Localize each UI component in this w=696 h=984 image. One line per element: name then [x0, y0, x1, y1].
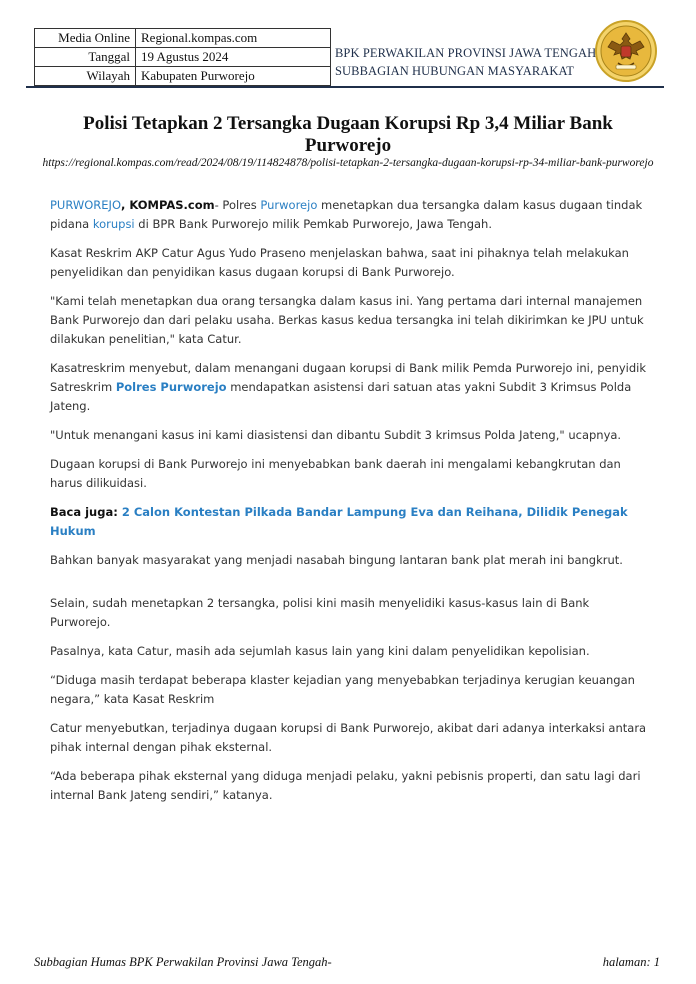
media-info-row [35, 29, 331, 48]
organization-name: BPK PERWAKILAN PROVINSI JAWA TENGAH [335, 46, 597, 60]
article-paragraph: "Untuk menangani kasus ini kami diasistensi dan dibantu Subdit 3 krimsus Polda Jateng," ucapnya. [50, 428, 622, 442]
article-paragraph: “Ada beberapa pihak eksternal yang diduga menjadi pelaku, yakni pebisnis properti, dan satu lagi dari internal Bank Jateng sendiri,” katanya. [50, 769, 641, 802]
article-paragraph: Kasatreskrim menyebut, dalam menangani dugaan korupsi di Bank milik Pemda Purworejo ini, penyidik Satreskrim Polres Purworejo mendapatkan asistensi dari satuan atas yakni Subdit 3 Krimsus Polda Jateng. [50, 361, 647, 413]
article-url: https://regional.kompas.com/read/2024/08/19/114824878/polisi-tetapkan-2-tersangka-dugaan-korupsi-rp-34-miliar-bank-purworejo [42, 157, 654, 169]
media-info-row [35, 67, 331, 86]
article-paragraph: “Diduga masih terdapat beberapa klaster kejadian yang menyebabkan terjadinya kerugian keuangan negara,” kata Kasat Reskrim [50, 673, 635, 706]
related-article [50, 503, 650, 541]
article-body [50, 196, 650, 815]
article-paragraph: Kasat Reskrim AKP Catur Agus Yudo Praseno menjelaskan bahwa, saat ini pihaknya telah melakukan penyelidikan dan penyidikan kasus dugaan korupsi di Bank Purworejo. [50, 246, 629, 279]
tag-link-polres-purworejo[interactable]: Polres Purworejo [115, 380, 227, 394]
organization-header [335, 44, 596, 80]
media-info-key: Media Online [35, 29, 136, 48]
media-info-value: 19 Agustus 2024 [136, 48, 331, 67]
media-info-table [34, 28, 331, 86]
article-title: Polisi Tetapkan 2 Tersangka Dugaan Korupsi Rp 3,4 Miliar Bank Purworejo [83, 113, 613, 156]
related-article-label: Baca juga: [50, 505, 118, 519]
media-info-key: Tanggal [35, 48, 136, 67]
header-divider [26, 86, 664, 88]
page-number: halaman: 1 [602, 955, 660, 969]
media-info-row [35, 48, 331, 67]
media-info-value: Regional.kompas.com [136, 29, 331, 48]
organization-subdivision: SUBBAGIAN HUBUNGAN MASYARAKAT [335, 64, 575, 78]
article-paragraph: "Kami telah menetapkan dua orang tersangka dalam kasus ini. Yang pertama dari internal manajemen Bank Purworejo dan dari pelaku usaha. Berkas kasus kedua tersangka ini telah dikirimkan ke JPU untuk dilakukan penelitian," kata Catur. [50, 294, 644, 346]
article-paragraph: Dugaan korupsi di Bank Purworejo ini menyebabkan bank daerah ini mengalami kebangkrutan dan harus dilikuidasi. [50, 457, 621, 490]
article-paragraph: Pasalnya, kata Catur, masih ada sejumlah kasus lain yang kini dalam penyelidikan kepolisian. [50, 644, 590, 658]
media-info-value: Kabupaten Purworejo [136, 67, 331, 86]
dateline[interactable]: PURWOREJO [50, 198, 121, 212]
tag-link-korupsi[interactable]: korupsi [92, 217, 135, 231]
tag-link-purworejo[interactable]: Purworejo [260, 198, 318, 212]
source-name: KOMPAS.com [129, 198, 215, 212]
article-paragraph: PURWOREJO, KOMPAS.com- Polres Purworejo menetapkan dua tersangka dalam kasus dugaan tindak pidana korupsi di BPR Bank Purworejo milik Pemkab Purworejo, Jawa Tengah. [50, 198, 643, 231]
article-paragraph: Bahkan banyak masyarakat yang menjadi nasabah bingung lantaran bank plat merah ini bangkrut. [50, 553, 623, 567]
related-article-link[interactable]: 2 Calon Kontestan Pilkada Bandar Lampung Eva dan Reihana, Dilidik Penegak Hukum [50, 505, 628, 538]
article-paragraph: Selain, sudah menetapkan 2 tersangka, polisi kini masih menyelidiki kasus-kasus lain di Bank Purworejo. [50, 596, 590, 629]
article-paragraph: Catur menyebutkan, terjadinya dugaan korupsi di Bank Purworejo, akibat dari adanya interkaksi antara pihak internal dengan pihak eksternal. [50, 721, 647, 754]
garuda-emblem-icon [594, 19, 658, 83]
media-info-key: Wilayah [35, 67, 136, 86]
footer-organization: Subbagian Humas BPK Perwakilan Provinsi Jawa Tengah- [34, 955, 332, 969]
